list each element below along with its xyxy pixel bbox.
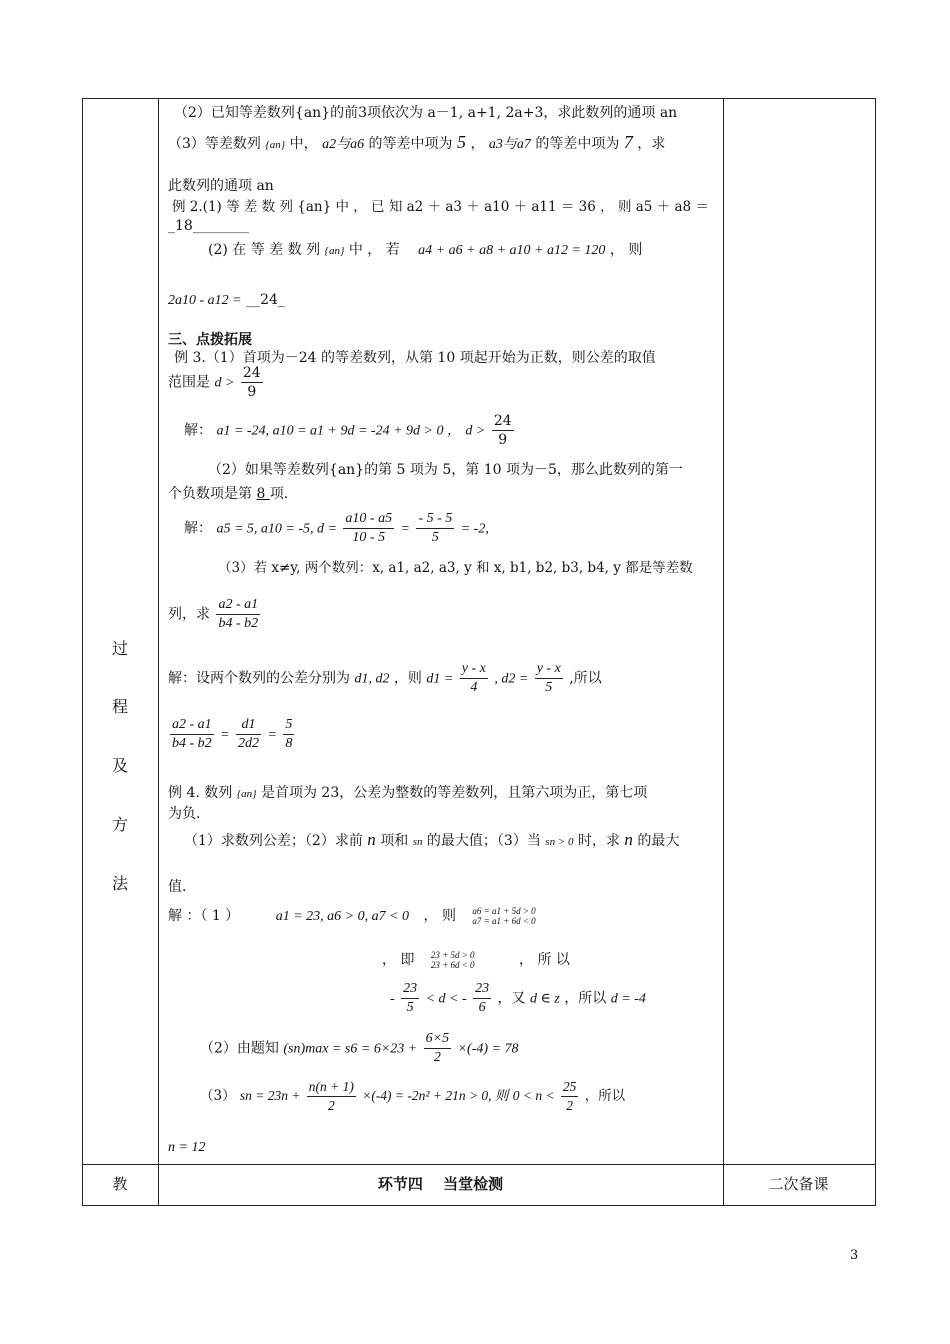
example-4-solution-1c: - $\frac{23}{5}$ < d < - $\frac{23}{6}$ ，又 d ∈ z ，所以 d = -4: [390, 981, 646, 1015]
example-3b-line: （2）如果等差数列{an}的第 5 项为 5，第 10 项为－5，那么此数列的第一: [208, 462, 683, 478]
example-3b-solution: 解： a5 = 5, a10 = -5, d = $\frac{a10 - a5}{10 - 5}$ = $\frac{- 5 - 5}{5}$ = -2,: [184, 511, 489, 545]
example-3-solution: 解： a1 = -24, a10 = a1 + 9d = -24 + 9d > 0 ， d > $\frac{24}{9}$: [184, 413, 512, 448]
footer-section-title: 环节四 当堂检测: [377, 1175, 504, 1193]
example-3c-solution: 解：设两个数列的公差分别为 d1, d2 ，则 d1 = $\frac{y - x}{4}$ , d2 = $\frac{y - x}{5}$ ,所以: [168, 661, 602, 695]
example-4-solution-1: 解 ：（ 1 ） a1 = 23, a6 > 0, a7 < 0 ， 则 a6 = a1 + 5d > 0 a7 = a1 + 6d < 0: [168, 906, 536, 926]
example-3c-question: 列，求 $\frac{a2 - a1}{b4 - b2}$: [168, 597, 259, 631]
problem-3-line-cont: 此数列的通项 an: [168, 178, 274, 194]
main-content: [168, 0, 720, 1164]
example-2-answer: _18________: [168, 218, 249, 234]
example-2b-answer: 2a10 - a12 = __24_: [168, 292, 285, 308]
example-3-range: 范围是 d > $\frac{24}{9}$: [168, 365, 261, 400]
example-4-solution-1b: ， 即 23 + 5d > 0 23 + 6d < 0 ， 所 以: [382, 950, 570, 970]
side-label-char: 方: [111, 815, 128, 834]
side-label-char: 过: [111, 639, 128, 658]
side-label-char: 程: [111, 697, 128, 716]
example-2b-line: (2) 在 等 差 数 列 {an} 中 ， 若 a4 + a6 + a8 + a10 + a12 = 120 ， 则: [208, 242, 643, 258]
example-2-line: 例 2.(1) 等 差 数 列 {an} 中 ， 已 知 a2 ＋ a3 ＋ a10 ＋ a11 ＝ 36 ， 则 a5 ＋ a8 ＝: [172, 199, 709, 215]
example-4-solution-3: （3） sn = 23n + $\frac{n(n + 1)}{2}$ ×(-4) = -2n² + 21n > 0, 则 0 < n < $\frac{25}{2}$ ，所以: [200, 1079, 626, 1113]
problem-3-line: （3）等差数列 {an} 中， a2与a6 的等差中项为 5 ， a3与a7 的等差中项为 7 ，求: [168, 132, 666, 152]
column-divider-left: [158, 98, 159, 1205]
footer-left-label: 教: [112, 1175, 128, 1193]
footer-right-label: 二次备课: [768, 1175, 829, 1193]
example-4-solution-2: （2）由题知 (sn)max = s6 = 6×23 + $\frac{6\times 5}{2}$ ×(-4) = 78: [200, 1031, 519, 1065]
page-number: 3: [850, 1248, 859, 1263]
column-divider-right: [723, 98, 724, 1205]
example-3-line: 例 3.（1）首项为－24 的等差数列，从第 10 项起开始为正数，则公差的取值: [174, 350, 656, 366]
example-4-line: 例 4. 数列 {an} 是首项为 23，公差为整数的等差数列，且第六项为正，第七项: [168, 785, 648, 801]
example-3c-line: （3）若 x≠y, 两个数列：x, a1, a2, a3, y 和 x, b1, b2, b3, b4, y 都是等差数: [218, 560, 693, 576]
example-3b-answer: 个负数项是第 8 项.: [168, 486, 289, 502]
example-4-final-answer: n = 12: [168, 1140, 206, 1155]
example-3c-result: $\frac{a2 - a1}{b4 - b2}$ = $\frac{d1}{2d2}$ = $\frac{5}{8}$: [172, 717, 293, 751]
example-4-questions-cont: 值.: [168, 879, 187, 895]
example-4-questions: （1）求数列公差；（2）求前 n 项和 sn 的最大值；（3）当 sn > 0 时，求 n 的最大: [184, 830, 680, 849]
example-4-line-cont: 为负.: [168, 806, 201, 822]
side-label-char: 法: [111, 874, 128, 893]
section-heading: 三、点拨拓展: [168, 332, 252, 348]
side-label-char: 及: [111, 756, 128, 775]
row-divider: [82, 1164, 875, 1165]
problem-2-line: （2）已知等差数列{an}的前3项依次为 a－1, a+1, 2a+3，求此数列的通项 an: [174, 105, 678, 121]
